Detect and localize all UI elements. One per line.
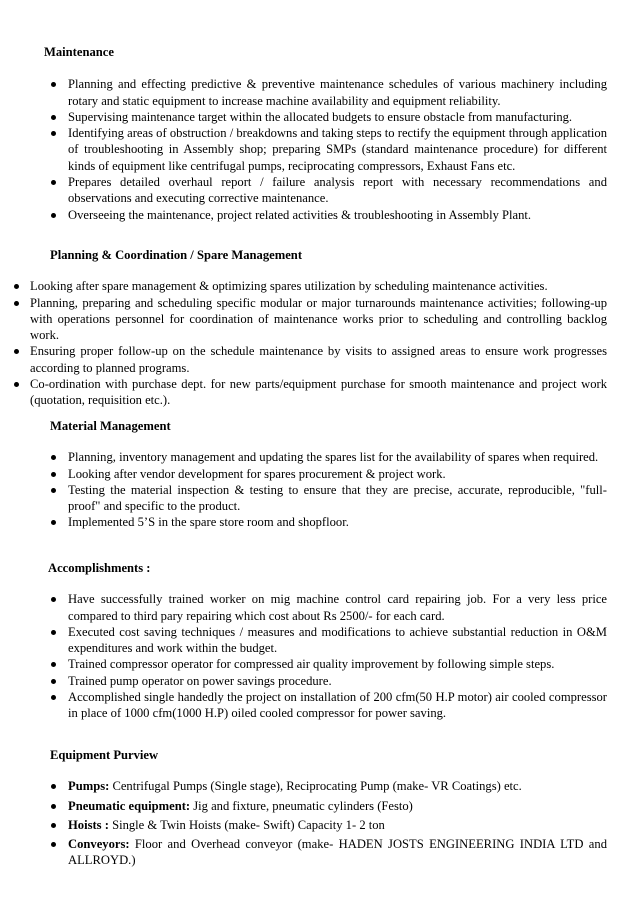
equipment-text: Floor and Overhead conveyor (make- HADEN JOSTS ENGINEERING INDIA LTD and ALLROYD.) bbox=[68, 837, 607, 868]
list-item: Testing the material inspection & testing to ensure that they are precise, accurate, reproducible, "full-proof" and specific to the product. bbox=[0, 482, 607, 515]
accomplishments-list bbox=[0, 591, 638, 721]
list-item: Trained pump operator on power savings procedure. bbox=[0, 673, 607, 689]
equipment-list bbox=[0, 778, 638, 868]
list-item: Ensuring proper follow-up on the schedule maintenance by visits to assigned areas to ensure work progresses according to planned programs. bbox=[0, 343, 607, 376]
planning-section bbox=[0, 247, 638, 409]
list-item bbox=[0, 798, 607, 814]
equipment-section bbox=[0, 747, 638, 869]
equipment-text: Centrifugal Pumps (Single stage), Reciprocating Pump (make- VR Coatings) etc. bbox=[109, 779, 522, 794]
accomplishments-section bbox=[0, 560, 638, 722]
list-item: Co-ordination with purchase dept. for new parts/equipment purchase for smooth maintenance and project work (quotation, requisition etc.). bbox=[0, 376, 607, 409]
maintenance-section bbox=[0, 44, 638, 223]
equipment-label: Pumps: bbox=[68, 779, 110, 794]
material-section bbox=[0, 418, 638, 531]
list-item: Accomplished single handedly the project on installation of 200 cfm(50 H.P motor) air cooled compressor in place of 1000 cfm(1000 H.P) oiled cooled compressor for power saving. bbox=[0, 689, 607, 722]
equipment-label: Hoists : bbox=[68, 817, 109, 832]
planning-list bbox=[0, 278, 638, 408]
accomplishments-heading: Accomplishments : bbox=[48, 561, 151, 575]
material-list bbox=[0, 449, 638, 530]
list-item: Prepares detailed overhaul report / failure analysis report with necessary recommendations and observations and executing corrective maintenance. bbox=[0, 174, 607, 207]
list-item: Identifying areas of obstruction / breakdowns and taking steps to rectify the equipment through application of troubleshooting in Assembly shop; preparing SMPs (standard maintenance procedure) for different kinds of equipment like centrifugal pumps, reciprocating compressors, Exhaust Fans etc. bbox=[0, 125, 607, 174]
list-item: Implemented 5’S in the spare store room and shopfloor. bbox=[0, 514, 607, 530]
equipment-text: Single & Twin Hoists (make- Swift) Capacity 1- 2 ton bbox=[108, 817, 385, 832]
list-item: Trained compressor operator for compressed air quality improvement by following simple steps. bbox=[0, 656, 607, 672]
list-item: Planning, inventory management and updating the spares list for the availability of spares when required. bbox=[0, 449, 607, 465]
equipment-label: Conveyors: bbox=[68, 837, 130, 852]
planning-heading: Planning & Coordination / Spare Management bbox=[50, 248, 303, 262]
list-item: Have successfully trained worker on mig machine control card repairing job. For a very less price compared to third pary repairing which cost about Rs 2500/- for each card. bbox=[0, 591, 607, 624]
material-heading: Material Management bbox=[50, 419, 171, 433]
list-item: Looking after vendor development for spares procurement & project work. bbox=[0, 466, 607, 482]
equipment-heading: Equipment Purview bbox=[50, 748, 159, 762]
list-item: Supervising maintenance target within the allocated budgets to ensure obstacle from manufacturing. bbox=[0, 109, 607, 125]
list-item bbox=[0, 817, 607, 833]
equipment-text: Jig and fixture, pneumatic cylinders (Festo) bbox=[190, 798, 413, 813]
list-item: Overseeing the maintenance, project related activities & troubleshooting in Assembly Plant. bbox=[0, 207, 607, 223]
maintenance-list bbox=[0, 76, 638, 223]
list-item bbox=[0, 778, 607, 794]
list-item bbox=[0, 836, 607, 869]
list-item: Planning and effecting predictive & preventive maintenance schedules of various machinery including rotary and static equipment to increase machine availability and equipment reliability. bbox=[0, 76, 607, 109]
maintenance-heading: Maintenance bbox=[44, 45, 114, 59]
list-item: Planning, preparing and scheduling specific modular or major turnarounds maintenance activities; following-up with operations personnel for coordination of maintenance works prior to scheduling and controlling backlog work. bbox=[0, 295, 607, 344]
list-item: Looking after spare management & optimizing spares utilization by scheduling maintenance activities. bbox=[0, 278, 607, 294]
list-item: Executed cost saving techniques / measures and modifications to achieve substantial reduction in O&M expenditures and work within the budget. bbox=[0, 624, 607, 657]
equipment-label: Pneumatic equipment: bbox=[68, 798, 191, 813]
